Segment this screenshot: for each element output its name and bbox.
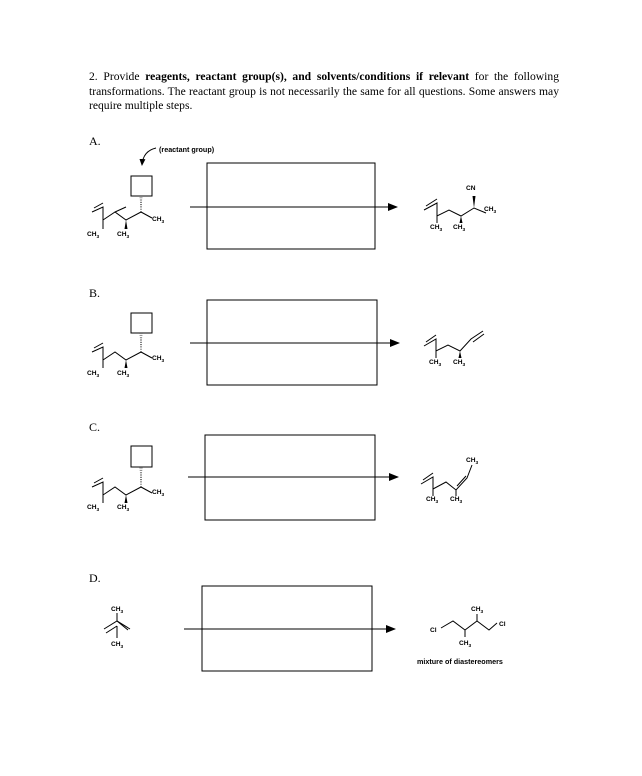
part-a-label: A. <box>89 134 101 148</box>
part-d-prod-ch3-top: $CH_3$ <box>471 606 484 615</box>
part-b-product <box>424 331 484 358</box>
prompt-text-1: Provide <box>103 70 146 83</box>
part-a-prod-ch3-3: $CH_3$ <box>484 206 497 215</box>
part-a-wedge-bond <box>125 220 128 229</box>
part-b-product-labels <box>429 359 466 368</box>
part-c-ch3-1: $CH_3$ <box>87 504 100 513</box>
part-d-product-labels <box>417 606 506 666</box>
part-a-reactant <box>92 176 152 220</box>
part-c-prod-ch3-2: $CH_3$ <box>450 496 463 505</box>
part-a-hashed-bond <box>140 196 142 212</box>
part-c-product <box>421 465 472 496</box>
part-c-prod-ch3-top: $CH_3$ <box>466 457 479 466</box>
part-a-prod-ch3-1: $CH_3$ <box>430 224 443 233</box>
part-b-ch3-3: $CH_3$ <box>152 355 165 364</box>
part-a-ch3-3: $CH_3$ <box>152 216 165 225</box>
part-d-prod-ch3-bottom: $CH_3$ <box>459 640 472 649</box>
part-b-wedge-bond <box>125 360 128 368</box>
part-c-prod-ch3-1: $CH_3$ <box>426 496 439 505</box>
part-a-ch3-2: $CH_3$ <box>117 231 130 240</box>
part-d-cl-left: Cl <box>430 627 437 634</box>
part-b-ch3-1: $CH_3$ <box>87 370 100 379</box>
part-c-ch3-2: $CH_3$ <box>117 504 130 513</box>
part-a-annotation: (reactant group) <box>159 145 215 154</box>
part-a-prod-ch3-2: $CH_3$ <box>453 224 466 233</box>
prompt-text-2: for the following transformations. The reactant group is not necessarily the same for all questions. Some answers may require multiple steps. <box>89 70 559 113</box>
part-d-product-note: mixture of diastereomers <box>417 657 503 666</box>
question-number: 2. <box>89 70 98 83</box>
part-c-reactant <box>92 446 152 503</box>
part-c-ch3-3: $CH_3$ <box>152 489 165 498</box>
part-b-prod-ch3-1: $CH_3$ <box>429 359 442 368</box>
part-b-cyclobutane <box>131 313 152 333</box>
part-a-curved-arrow <box>142 148 156 165</box>
part-b-prod-ch3-2: $CH_3$ <box>453 359 466 368</box>
part-b-label: B. <box>89 286 101 300</box>
part-b-ch3-2: $CH_3$ <box>117 370 130 379</box>
part-c-product-labels <box>426 457 479 505</box>
part-a-ch3-1: $CH_3$ <box>87 231 100 240</box>
part-c-cyclobutane <box>131 446 152 467</box>
part-a-product <box>424 199 486 223</box>
part-a-product-cn-wedge <box>473 196 476 208</box>
part-d-reactant <box>104 613 130 638</box>
part-d-product <box>441 614 497 637</box>
prompt-bold: reagents, reactant group(s), and solvents/conditions if relevant <box>145 70 470 83</box>
part-c-label: C. <box>89 420 101 434</box>
part-d-cl-right: Cl <box>499 621 506 628</box>
part-d-ch3-bottom: $CH_3$ <box>111 641 124 650</box>
part-a-product-wedge <box>460 216 463 223</box>
part-d-label: D. <box>89 571 101 585</box>
part-d-ch3-top: $CH_3$ <box>111 606 124 615</box>
part-b-reactant <box>92 313 152 368</box>
part-b-product-wedge <box>459 351 462 358</box>
part-b-hashed-bond <box>140 333 142 352</box>
part-a-cn: CN <box>466 185 476 192</box>
part-a-answer-box[interactable] <box>207 163 375 249</box>
part-c-hashed-bond <box>140 467 142 487</box>
part-a-product-labels <box>430 185 497 233</box>
part-c-wedge-bond <box>125 495 128 503</box>
part-a-cyclobutane <box>131 176 152 196</box>
